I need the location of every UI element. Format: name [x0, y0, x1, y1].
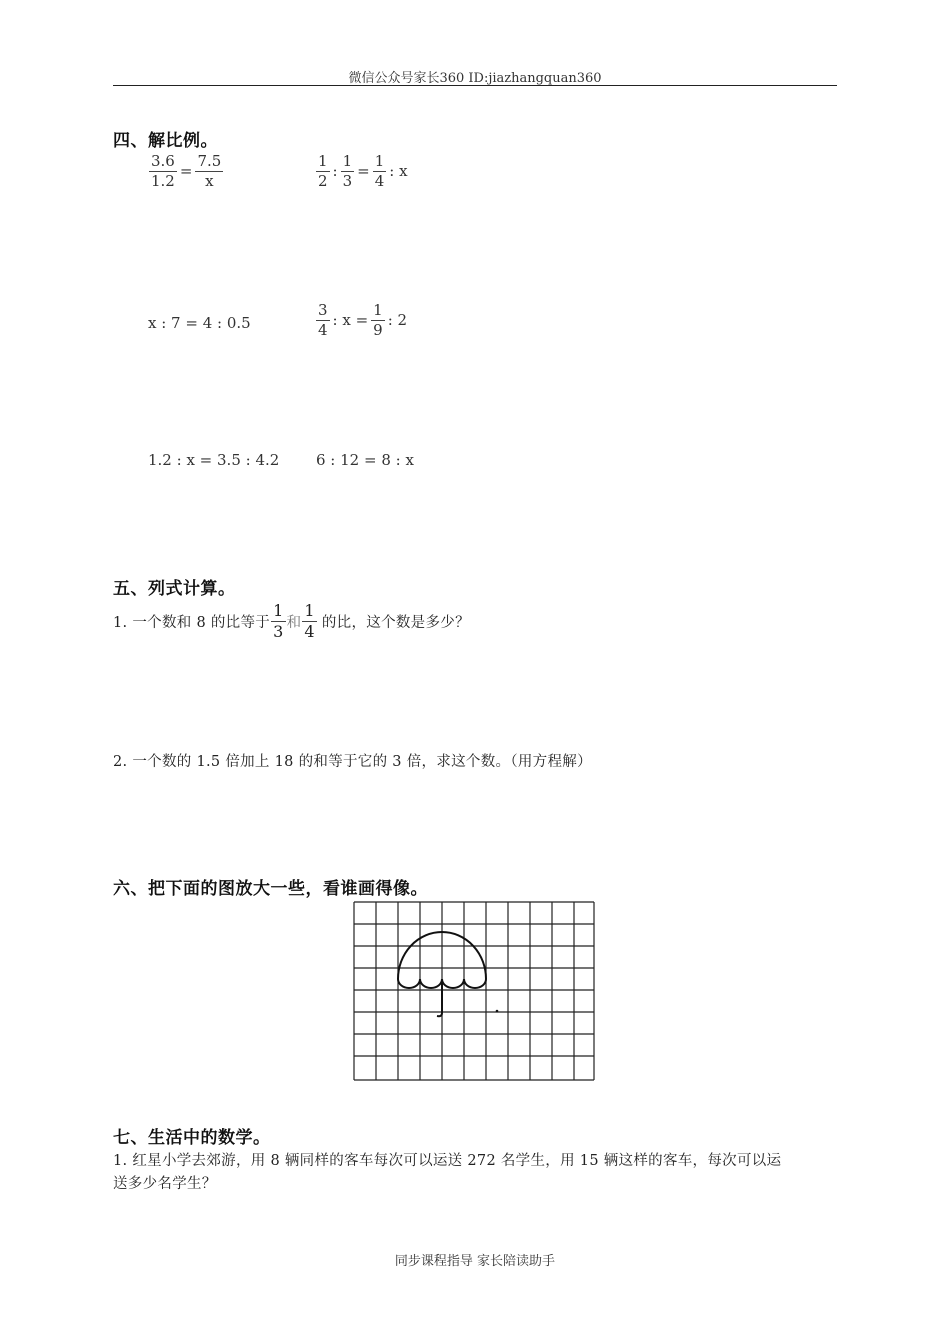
question-7-1-line1: 1. 红星小学去郊游，用 8 辆同样的客车每次可以运送 272 名学生，用 15 辆这样的客车，每次可以运: [113, 1153, 782, 1169]
fraction: [373, 152, 387, 191]
grid-lines: [354, 902, 594, 1080]
dot-mark: [496, 1010, 499, 1013]
and-word: 和: [286, 615, 302, 631]
numerator: 1: [304, 601, 315, 620]
fraction: [316, 152, 330, 191]
numerator: 1: [373, 301, 383, 319]
fraction: [302, 601, 316, 642]
fraction: [316, 301, 330, 340]
page-footer: 同步课程指导 家长陪读助手: [394, 1254, 556, 1269]
numerator: 1: [374, 152, 385, 170]
fraction: [149, 152, 177, 191]
ratio-middle: : x =: [332, 311, 369, 330]
fraction: [341, 152, 355, 191]
denominator: x: [205, 171, 214, 190]
section-6-title: 六、把下面的图放大一些，看谁画得像。: [113, 879, 428, 899]
denominator: 1.2: [151, 171, 175, 190]
ratio-tail: : x: [389, 162, 408, 181]
fraction: [371, 301, 385, 340]
question-5-2: 2. 一个数的 1.5 倍加上 18 的和等于它的 3 倍，求这个数。（用方程解）: [113, 754, 592, 770]
denominator: 9: [373, 320, 383, 339]
numerator: 3: [318, 301, 328, 319]
equals-sign: =: [357, 162, 370, 181]
numerator: 7.5: [197, 152, 222, 170]
section-5-title: 五、列式计算。: [113, 579, 236, 599]
ratio-tail: : 2: [387, 311, 408, 330]
fraction: [271, 601, 285, 642]
equation-4: [315, 301, 409, 340]
fraction: [195, 152, 223, 191]
denominator: 2: [318, 171, 328, 190]
equals-sign: =: [179, 162, 193, 181]
page-header: 微信公众号家长360 ID:jiazhangquan360: [348, 71, 602, 86]
umbrella-grid-figure: [352, 900, 596, 1082]
equation-2: [315, 152, 410, 191]
numerator: 1: [342, 152, 353, 170]
section-4-title: 四、解比例。: [113, 131, 218, 151]
equation-6: 6 : 12 = 8 : x: [316, 451, 414, 469]
question-7-1-line2: 送多少名学生？: [113, 1176, 217, 1192]
question-prefix: 1. 一个数和 8 的比等于: [113, 615, 271, 631]
section-7-title: 七、生活中的数学。: [113, 1128, 271, 1148]
question-5-1: [113, 601, 470, 642]
header-divider: [113, 85, 837, 86]
ratio-colon: :: [332, 162, 338, 181]
denominator: 3: [273, 622, 284, 641]
numerator: 3.6: [151, 152, 175, 170]
numerator: 1: [273, 601, 284, 620]
denominator: 4: [318, 320, 328, 339]
equation-3: x : 7 = 4 : 0.5: [148, 314, 251, 332]
question-suffix: 的比，这个数是多少？: [321, 615, 470, 631]
denominator: 4: [304, 622, 315, 641]
equation-1: [148, 152, 224, 191]
equation-5: 1.2 : x = 3.5 : 4.2: [148, 451, 280, 469]
denominator: 4: [374, 171, 385, 190]
denominator: 3: [342, 171, 353, 190]
numerator: 1: [318, 152, 328, 170]
